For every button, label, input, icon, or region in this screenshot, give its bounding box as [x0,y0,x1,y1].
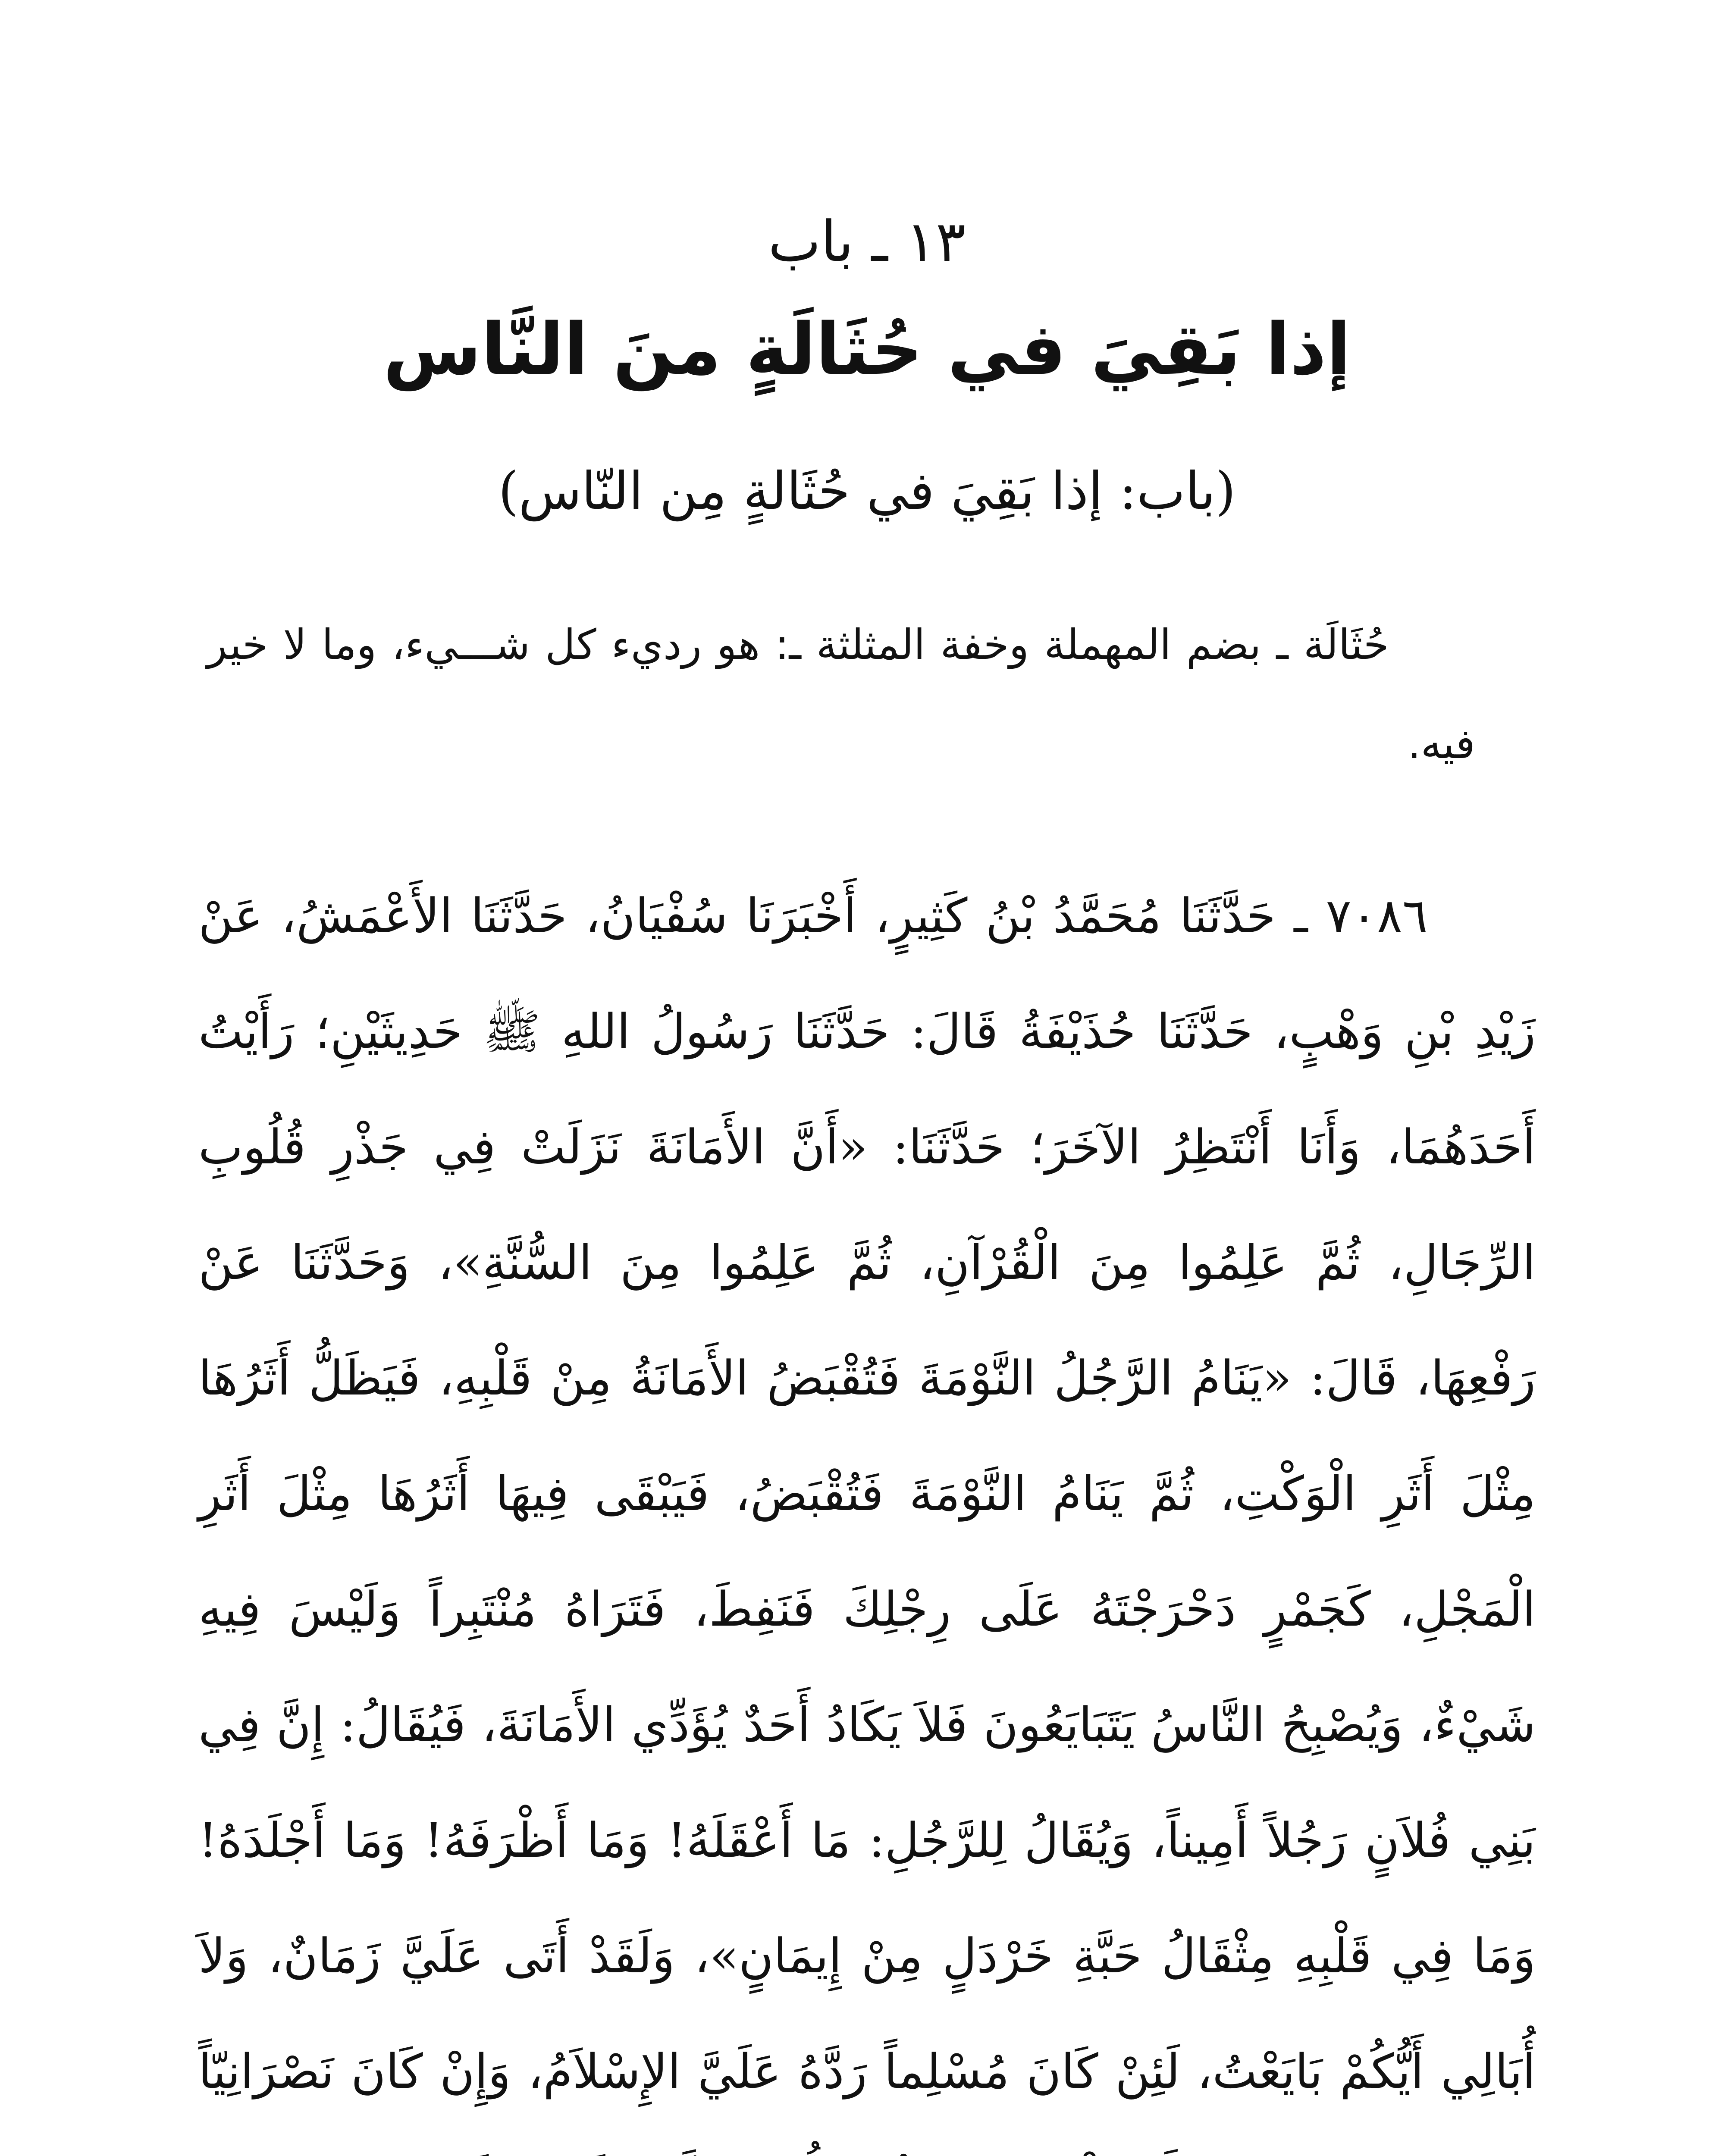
hadith-number: ٧٠٨٦ [1326,888,1428,943]
hadith-separator: ـ [1276,888,1326,943]
chapter-subtitle: (باب: إذا بَقِيَ في حُثَالةٍ مِن النّاس) [498,461,1236,521]
commentary-text: حُثَالَة ـ بضم المهملة وخفة المثلثة ـ: هو رديء كل شـــيء، وما لا خير فيه. [207,620,1475,768]
commentary-paragraph [207,595,1475,793]
hadith-text: حَدَّثَنَا مُحَمَّدُ بْنُ كَثِيرٍ، أَخْبَرَنَا سُفْيَانُ، حَدَّثَنَا الأَعْمَشُ، عَنْ زَيْدِ بْنِ وَهْبٍ، حَدَّثَنَا حُذَيْفَةُ قَالَ: حَدَّثَنَا رَسُولُ اللهِ ﷺ حَدِيثَيْنِ؛ رَأَيْتُ أَحَدَهُمَا، وَأَنَا أَنْتَظِرُ الآخَرَ؛ حَدَّثَنَا: «أَنَّ الأَمَانَةَ نَزَلَتْ فِي جَذْرِ قُلُوبِ الرِّجَالِ، ثُمَّ عَلِمُوا مِنَ الْقُرْآنِ، ثُمَّ عَلِمُوا مِنَ السُّنَّةِ»، وَحَدَّثَنَا عَنْ رَفْعِهَا، قَالَ: «يَنَامُ الرَّجُلُ النَّوْمَةَ فَتُقْبَضُ الأَمَانَةُ مِنْ قَلْبِهِ، فَيَظَلُّ أَثَرُهَا مِثْلَ أَثَرِ الْوَكْتِ، ثُمَّ يَنَامُ النَّوْمَةَ فَتُقْبَضُ، فَيَبْقَى فِيهَا أَثَرُهَا مِثْلَ أَثَرِ الْمَجْلِ، كَجَمْرٍ دَحْرَجْتَهُ عَلَى رِجْلِكَ فَنَفِطَ، فَتَرَاهُ مُنْتَبِراً وَلَيْسَ فِيهِ شَيْءٌ، وَيُصْبِحُ النَّاسُ يَتَبَايَعُونَ فَلاَ يَكَادُ أَحَدٌ يُؤَدِّي الأَمَانَةَ، فَيُقَالُ: إِنَّ فِي بَنِي فُلاَنٍ رَجُلاً أَمِيناً، وَيُقَالُ لِلرَّجُلِ: مَا أَعْقَلَهُ! وَمَا أَظْرَفَهُ! وَمَا أَجْلَدَهُ! وَمَا فِي قَلْبِهِ مِثْقَالُ حَبَّةِ خَرْدَلٍ مِنْ إِيمَانٍ»، وَلَقَدْ أَتَى عَلَيَّ زَمَانٌ، وَلاَ أُبَالِي أَيُّكُمْ بَايَعْتُ، لَئِنْ كَانَ مُسْلِماً رَدَّهُ عَلَيَّ الإِسْلاَمُ، وَإِنْ كَانَ نَصْرَانِيّاً [198,888,1536,2099]
chapter-number-heading: ١٣ ـ باب [768,209,966,274]
chapter-title: إذا بَقِيَ في حُثَالَةٍ منَ النَّاس [383,308,1351,391]
hadith-paragraph [198,858,1536,2156]
